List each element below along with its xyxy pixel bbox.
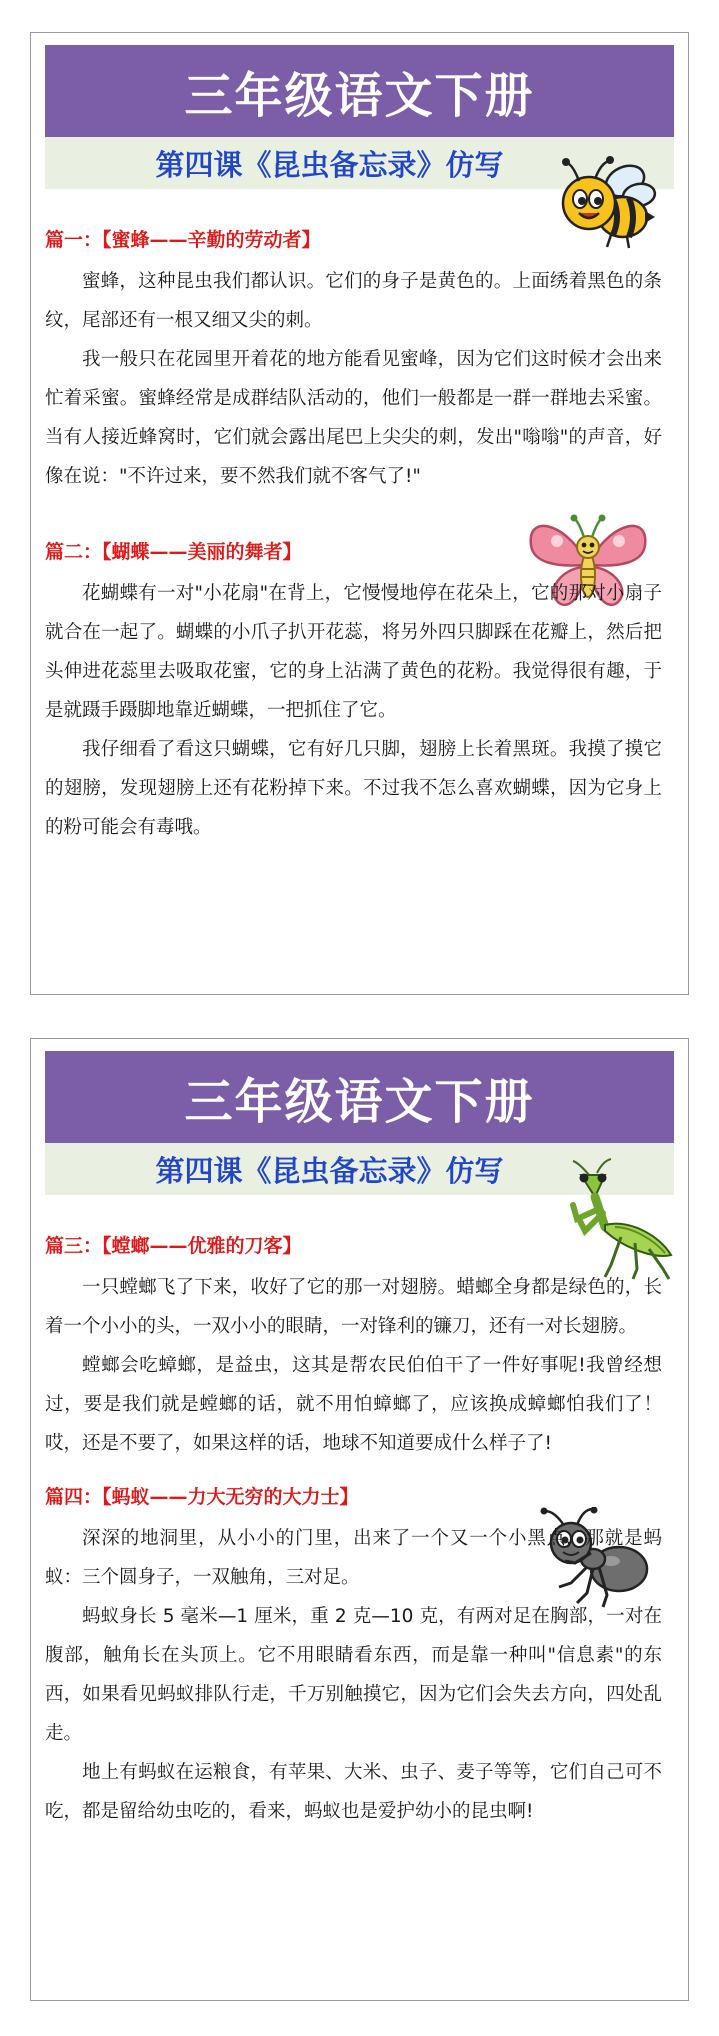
title-banner	[45, 45, 674, 137]
paragraph: 一只螳螂飞了下来，收好了它的那一对翅膀。蜡螂全身都是绿色的，长着一个小小的头，一双小小的眼睛，一对锋利的镰刀，还有一对长翅膀。	[45, 1277, 662, 1337]
section-mantis	[45, 1232, 662, 1463]
banner-title: 三年级语文下册	[184, 1073, 535, 1130]
paragraph: 深深的地洞里，从小小的门里，出来了一个又一个小黑点，那就是蚂蚁：三个圆身子，一双触角，三对足。	[45, 1528, 662, 1588]
section-heading: 篇四：【蚂蚁——力大无穷的大力士】	[45, 1486, 359, 1508]
page-card-1	[30, 32, 689, 995]
paragraph: 我仔细看了看这只蝴蝶，它有好几只脚，翅膀上长着黑斑。我摸了摸它的翅膀，发现翅膀上还有花粉掉下来。不过我不怎么喜欢蝴蝶，因为它身上的粉可能会有毒哦。	[45, 739, 662, 838]
paragraph: 地上有蚂蚁在运粮食，有苹果、大米、虫子、麦子等等，它们自己可不吃，都是留给幼虫吃的，看来，蚂蚁也是爱护幼小的昆虫啊!	[45, 1762, 662, 1822]
paragraph: 蚂蚁身长 5 毫米—1 厘米，重 2 克—10 克，有两对足在胸部，一对在腹部，触角长在头顶上。它不用眼睛看东西，而是靠一种叫"信息素"的东西，如果看见蚂蚁排队行走，千万别触摸它，因为它们会失去方向，四处乱走。	[45, 1606, 662, 1744]
section-heading: 篇三：【螳螂——优雅的刀客】	[45, 1235, 302, 1257]
paragraph: 我一般只在花园里开着花的地方能看见蜜峰，因为它们这时候才会出来忙着采蜜。蜜蜂经常是成群结队活动的，他们一般都是一群一群地去采蜜。当有人接近蜂窝时，它们就会露出尾巴上尖尖的刺，发出"嗡嗡"的声音，好像在说："不许过来，要不然我们就不客气了!"	[45, 349, 662, 487]
section-heading: 篇二：【蝴蝶——美丽的舞者】	[45, 541, 302, 563]
article-content-2	[45, 1232, 662, 1831]
paragraph: 花蝴蝶有一对"小花扇"在背上，它慢慢地停在花朵上，它的那对小扇子就合在一起了。蝴蝶的小爪子扒开花蕊，将另外四只脚踩在花瓣上，然后把头伸进花蕊里去吸取花蜜，它的身上沾满了黄色的花粉。我觉得很有趣，于是就蹑手蹑脚地靠近蝴蝶，一把抓住了它。	[45, 583, 662, 721]
page-card-2	[30, 1038, 689, 2001]
section-butterfly	[45, 538, 662, 847]
article-content-1	[45, 226, 662, 847]
lesson-subtitle: 第四课《昆虫备忘录》仿写	[155, 1153, 504, 1188]
paragraph: 螳螂会吃蟑螂，是益虫，这其是帮农民伯伯干了一件好事呢!我曾经想过，要是我们就是螳螂的话，就不用怕蟑螂了，应该换成蟑螂怕我们了！哎，还是不要了，如果这样的话，地球不知道要成什么样子了!	[45, 1355, 662, 1454]
section-heading: 篇一：【蜜蜂——辛勤的劳动者】	[45, 229, 321, 251]
paragraph: 蜜蜂，这种昆虫我们都认识。它们的身子是黄色的。上面绣着黑色的条纹，尾部还有一根又细又尖的刺。	[45, 271, 662, 331]
lesson-subtitle: 第四课《昆虫备忘录》仿写	[155, 147, 504, 182]
title-banner	[45, 1051, 674, 1143]
section-bee	[45, 226, 662, 496]
banner-title: 三年级语文下册	[184, 67, 535, 124]
section-ant	[45, 1483, 662, 1831]
